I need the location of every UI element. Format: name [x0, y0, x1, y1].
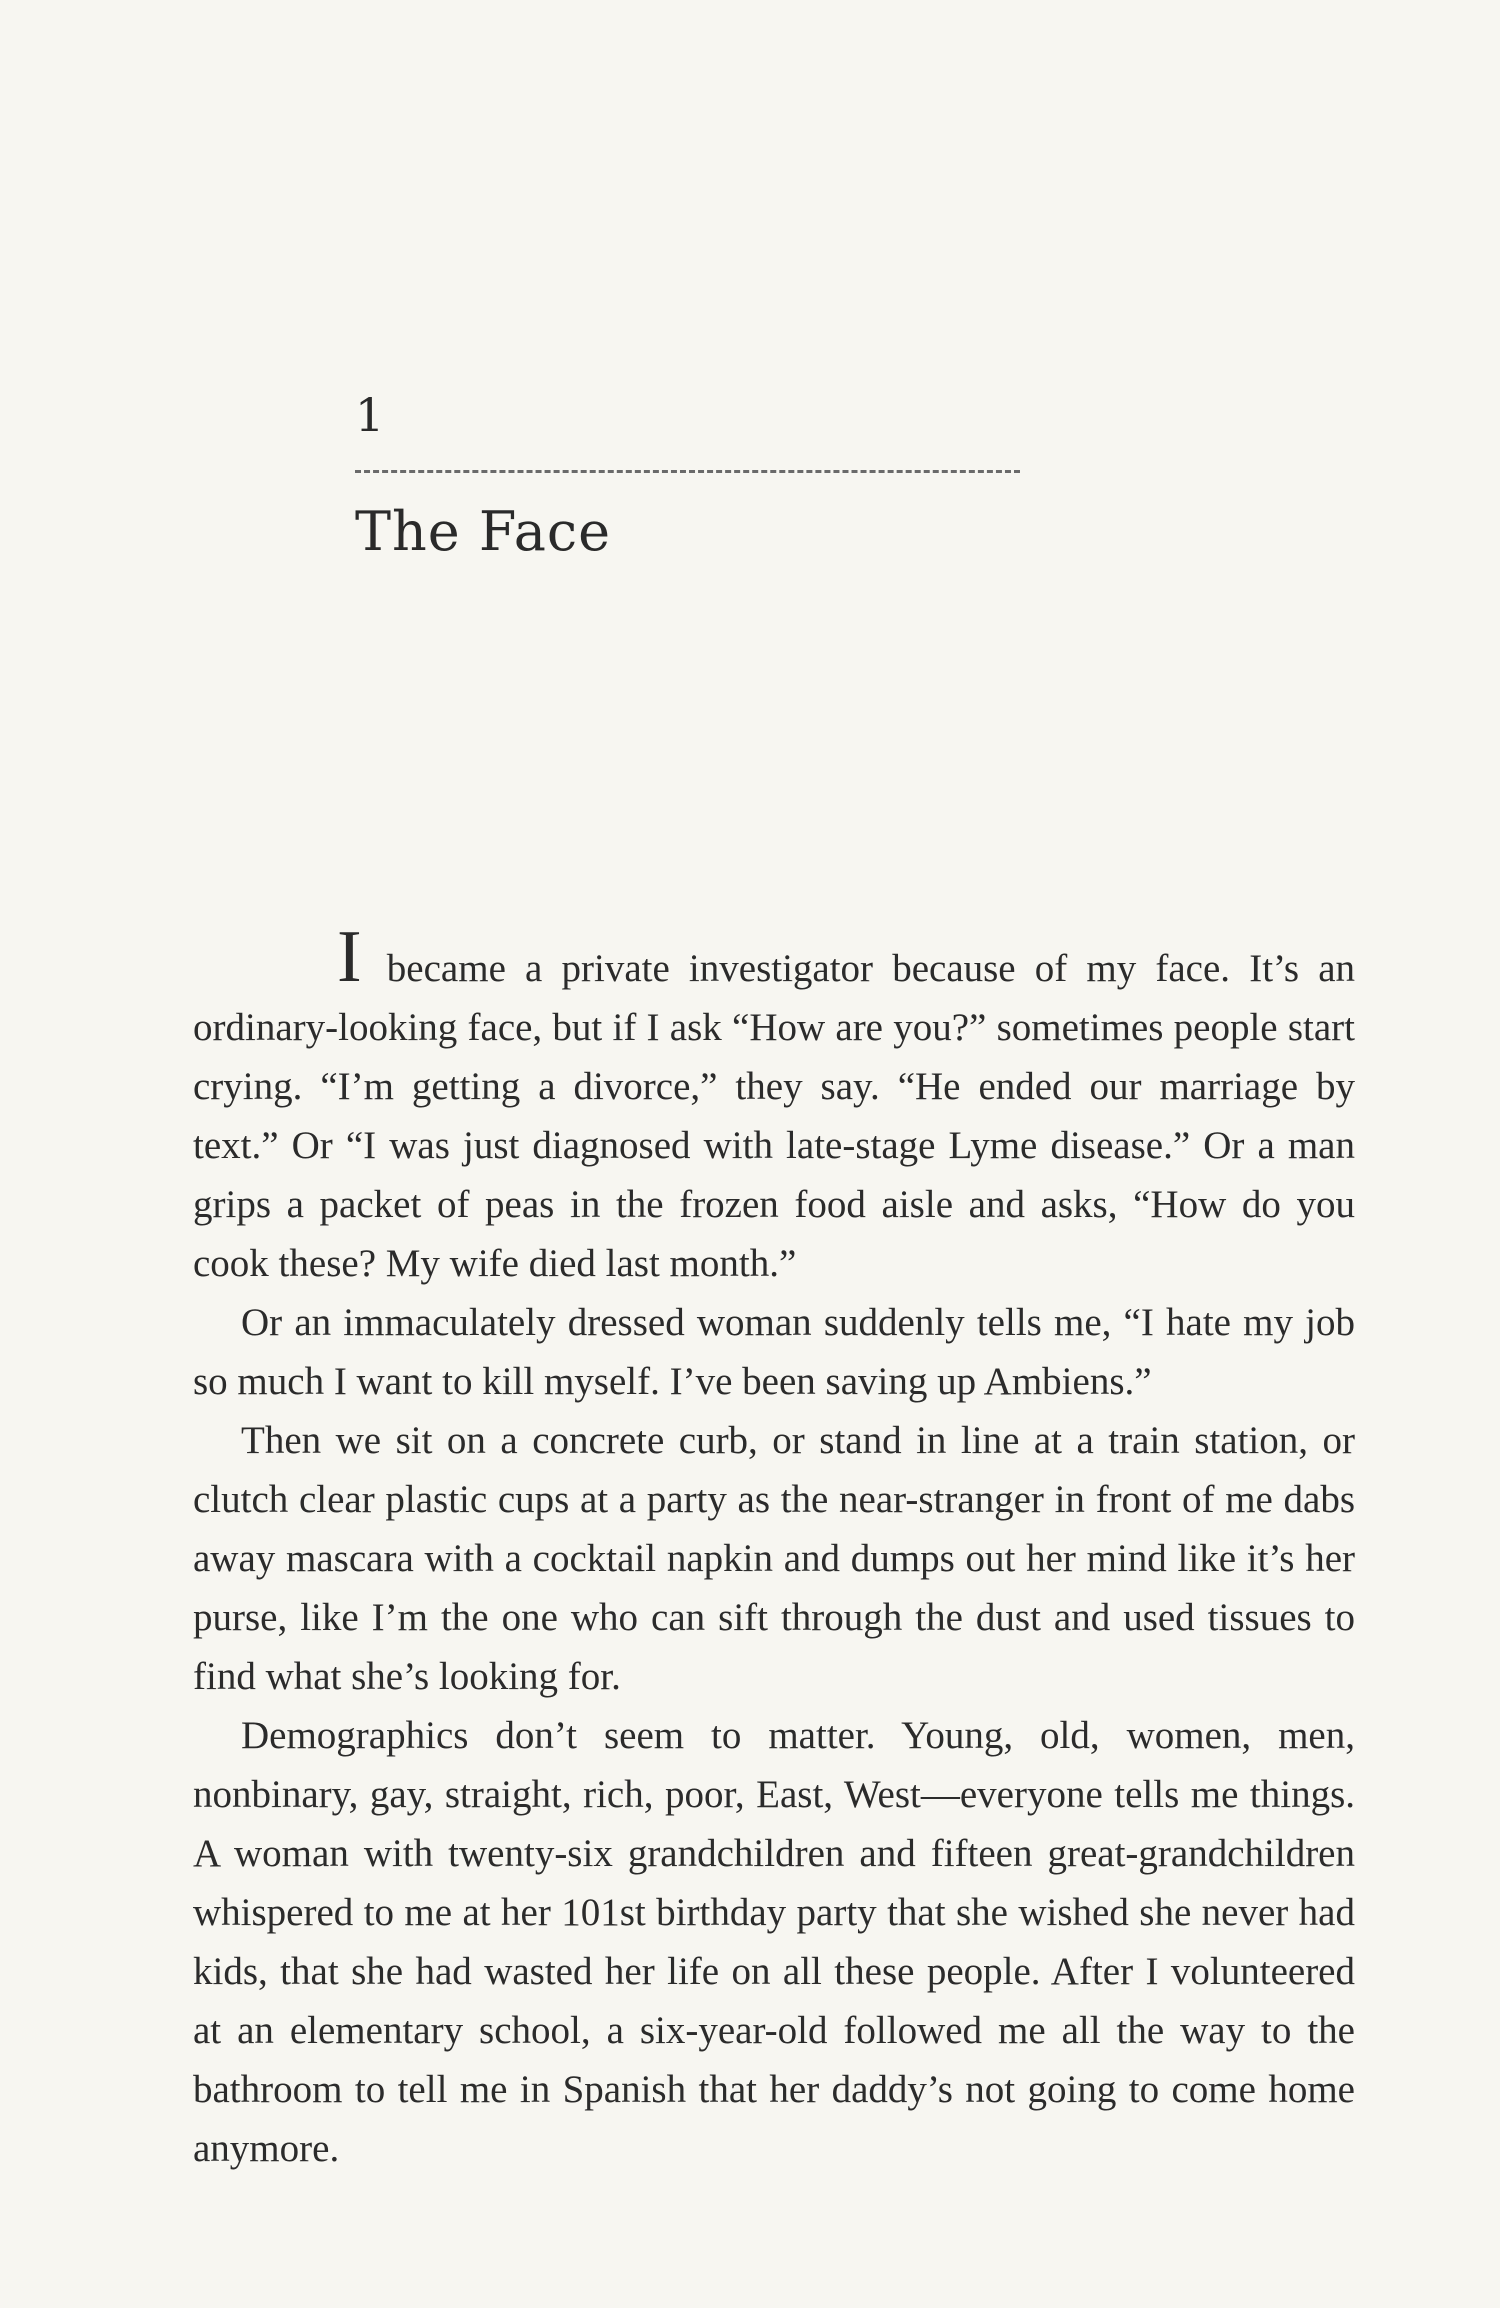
chapter-title: The Face — [355, 500, 612, 563]
chapter-body — [193, 916, 1355, 2178]
chapter-divider — [355, 470, 1020, 473]
paragraph-1: I became a private investigator because of my face. It’s an ordinary-looking face, but if I ask “How are you?” sometimes people start crying. “I’m getting a divorce,” they say. “He ended our marriage by text.” Or “I was just diagnosed with late-stage Lyme disease.” Or a man grips a packet of peas in the frozen food aisle and asks, “How do you cook these? My wife died last month.” — [193, 916, 1355, 1285]
chapter-number: 1 — [355, 388, 385, 442]
paragraph-4: Demographics don’t seem to matter. Young, old, women, men, nonbinary, gay, straight, rich, poor, East, West—everyone tells me things. A woman with twenty-six grandchildren and fifteen great-grandchildren whispered to me at her 101st birthday party that she wished she never had kids, that she had wasted her life on all these people. After I volunteered at an elementary school, a six-year-old followed me all the way to the bathroom to tell me in Spanish that her daddy’s not going to come home anymore. — [193, 1714, 1355, 2170]
paragraph-3: Then we sit on a concrete curb, or stand in line at a train station, or clutch clear plastic cups at a party as the near-stranger in front of me dabs away mascara with a cocktail napkin and dumps out her mind like it’s her purse, like I’m the one who can sift through the dust and used tissues to find what she’s looking for. — [193, 1419, 1355, 1698]
paragraph-2: Or an immaculately dressed woman suddenly tells me, “I hate my job so much I want to kill myself. I’ve been saving up Ambiens.” — [193, 1301, 1355, 1403]
